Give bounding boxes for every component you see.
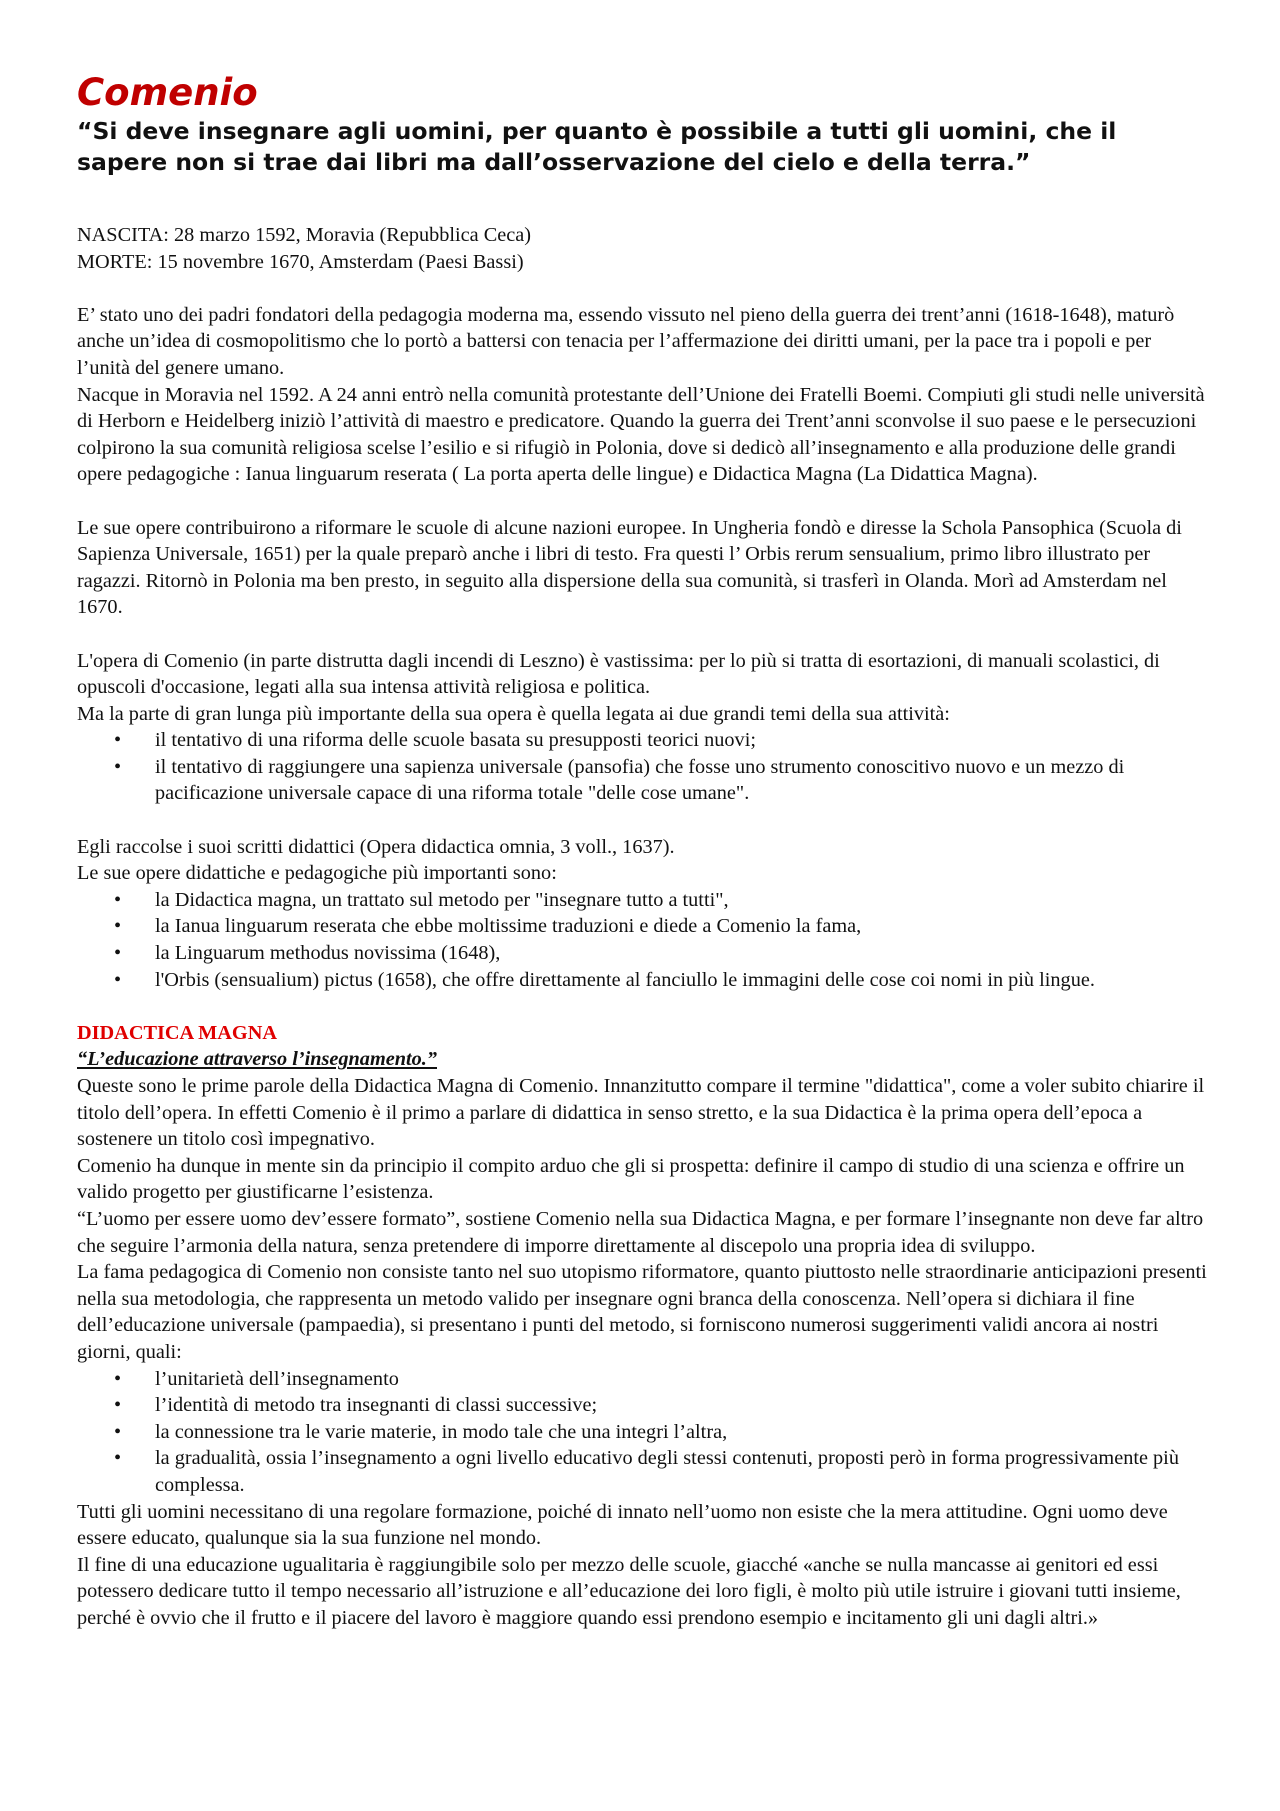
list-item: • la gradualità, ossia l’insegnamento a ogni livello educativo degli stessi contenuti, proposti però in forma progressivamente più complessa.: [77, 1445, 1207, 1498]
intro-paragraph: Nacque in Moravia nel 1592. A 24 anni entrò nella comunità protestante dell’Unione dei Fratelli Boemi. Compiuti gli studi nelle università di Herborn e Heidelberg iniziò l’attività di maestro e predicatore. Quando la guerra dei Trent’anni sconvolse il suo paese e le persecuzioni colpirono la sua comunità religiosa scelse l’esilio e si rifugiò in Polonia, dove si dedicò all’insegnamento e alla produzione delle grandi opere pedagogiche : Ianua linguarum reserata ( La porta aperta delle lingue) e Didactica Magna (La Didattica Magna).: [77, 383, 1205, 486]
didactica-paragraph: “L’uomo per essere uomo dev’essere formato”, sostiene Comenio nella sua Didactica Magna, e per formare l’insegnante non deve far altro che seguire l’armonia della natura, senza pretendere di imporre direttamente al discepolo una propria idea di sviluppo.: [77, 1207, 1204, 1257]
didactica-paragraph: Comenio ha dunque in mente sin da principio il compito arduo che gli si prospetta: definire il campo di studio di una scienza e offrire un valido progetto per giustificarne l’esistenza.: [77, 1154, 1185, 1204]
didactica-paragraph: La fama pedagogica di Comenio non consiste tanto nel suo utopismo riformatore, quanto piuttosto nelle straordinarie anticipazioni presenti nella sua metodologia, che rappresenta un metodo valido per insegnare ogni branca della conoscenza. Nell’opera si dichiara il fine dell’educazione universale (pampaedia), si presentano i punti del metodo, si forniscono numerosi suggerimenti validi ancora ai nostri giorni, quali:: [77, 1261, 1207, 1363]
list-item: • l'Orbis (sensualium) pictus (1658), che offre direttamente al fanciullo le immagini delle cose coi nomi in più lingue.: [77, 967, 1207, 994]
list-item: • il tentativo di raggiungere una sapienza universale (pansofia) che fosse uno strumento conoscitivo nuovo e un mezzo di pacificazione universale capace di una riforma totale "delle cose umane".: [77, 754, 1207, 807]
opera-paragraph: L'opera di Comenio (in parte distrutta dagli incendi di Leszno) è vastissima: per lo più si tratta di esortazioni, di manuali scolastici, di opuscoli d'occasione, legati alla sua intensa attività religiosa e politica.: [77, 649, 1160, 699]
document-page: [77, 70, 1207, 1631]
works-paragraph: Le sue opere contribuirono a riformare le scuole di alcune nazioni europee. In Ungheria fondò e diresse la Schola Pansophica (Scuola di Sapienza Universale, 1651) per la quale preparò anche i libri di testo. Fra questi l’ Orbis rerum sensualium, primo libro illustrato per ragazzi. Ritornò in Polonia ma ben presto, in seguito alla dispersione della sua comunità, si trasferì in Olanda. Morì ad Amsterdam nel 1670.: [77, 516, 1182, 619]
collected-paragraph: Egli raccolse i suoi scritti didattici (Opera didactica omnia, 3 voll., 1637).: [77, 835, 675, 858]
opening-quote: “Si deve insegnare agli uomini, per quanto è possibile a tutti gli uomini, che il sapere non si trae dai libri ma dall’osservazione del cielo e della terra.”: [77, 117, 1117, 176]
section-heading: DIDACTICA MAGNA: [77, 1021, 277, 1044]
list-item: • la Linguarum methodus novissima (1648),: [77, 940, 1207, 967]
document-title: Comenio: [77, 71, 258, 114]
list-item: • l’unitarietà dell’insegnamento: [77, 1366, 1207, 1393]
opera-paragraph: Ma la parte di gran lunga più importante della sua opera è quella legata ai due grandi temi della sua attività:: [77, 702, 950, 725]
list-item: • la Didactica magna, un trattato sul metodo per "insegnare tutto a tutti",: [77, 887, 1207, 914]
list-item: • l’identità di metodo tra insegnanti di classi successive;: [77, 1392, 1207, 1419]
section-subtitle: “L’educazione attraverso l’insegnamento.”: [77, 1048, 437, 1071]
method-points-list: [77, 1366, 1207, 1499]
themes-list: [77, 727, 1207, 807]
intro-paragraph: E’ stato uno dei padri fondatori della pedagogia moderna ma, essendo vissuto nel pieno della guerra dei trent’anni (1618-1648), maturò anche un’idea di cosmopolitismo che lo portò a battersi con tenacia per l’affermazione dei diritti umani, per la pace tra i popoli e per l’unità del genere umano.: [77, 303, 1175, 379]
important-works-list: [77, 887, 1207, 993]
didactica-paragraph: Queste sono le prime parole della Didactica Magna di Comenio. Innanzitutto compare il termine "didattica", come a voler subito chiarire il titolo dell’opera. In effetti Comenio è il primo a parlare di didattica in senso stretto, e la sua Didactica è la prima opera dell’epoca a sostenere un titolo così impegnativo.: [77, 1075, 1205, 1151]
closing-paragraph: Il fine di una educazione ugualitaria è raggiungibile solo per mezzo delle scuole, giacché «anche se nulla mancasse ai genitori ed essi potessero dedicare tutto il tempo necessario all’istruzione e all’educazione dei loro figli, è molto più utile istruire i giovani tutti insieme, perché è ovvio che il frutto e il piacere del lavoro è maggiore quando essi prendono esempio e incitamento gli uni dagli altri.»: [77, 1553, 1181, 1629]
closing-paragraph: Tutti gli uomini necessitano di una regolare formazione, poiché di innato nell’uomo non esiste che la mera attitudine. Ogni uomo deve essere educato, qualunque sia la sua funzione nel mondo.: [77, 1500, 1168, 1550]
death-line: MORTE: 15 novembre 1670, Amsterdam (Paesi Bassi): [77, 250, 524, 273]
list-item: • la Ianua linguarum reserata che ebbe moltissime traduzioni e diede a Comenio la fama,: [77, 913, 1207, 940]
list-item: • la connessione tra le varie materie, in modo tale che una integri l’altra,: [77, 1419, 1207, 1446]
important-intro: Le sue opere didattiche e pedagogiche più importanti sono:: [77, 862, 557, 885]
list-item: • il tentativo di una riforma delle scuole basata su presupposti teorici nuovi;: [77, 727, 1207, 754]
birth-line: NASCITA: 28 marzo 1592, Moravia (Repubblica Ceca): [77, 224, 532, 246]
